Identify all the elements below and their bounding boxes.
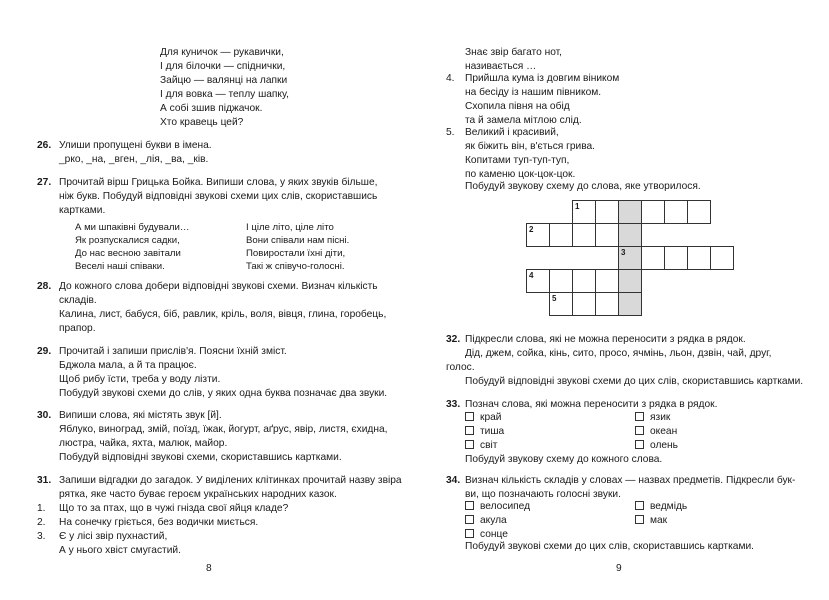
poem-line: І ціле літо, ціле літо bbox=[246, 222, 334, 233]
exercise-text: Прочитай вірш Грицька Бойка. Випиши слова, у яких звуків більше, bbox=[59, 177, 378, 188]
crossword-cell-highlighted[interactable] bbox=[618, 269, 642, 293]
crossword-cell-highlighted[interactable] bbox=[618, 292, 642, 316]
crossword-cell[interactable] bbox=[549, 269, 573, 293]
checkbox-icon[interactable] bbox=[465, 426, 474, 435]
exercise-text: рятка, яке часто буває героєм українських народних казок. bbox=[59, 489, 337, 500]
poem-line: Повиростали їхні діти, bbox=[246, 248, 346, 259]
exercise-text: картками. bbox=[59, 205, 106, 216]
checkbox-option[interactable] bbox=[465, 500, 530, 514]
crossword-cell[interactable] bbox=[595, 223, 619, 247]
page-number: 9 bbox=[616, 563, 622, 574]
checkbox-icon[interactable] bbox=[465, 412, 474, 421]
exercise-number: 31. bbox=[37, 475, 52, 486]
exercise-number: 29. bbox=[37, 346, 52, 357]
riddle-text: Що то за птах, що в чужі гнізда свої яйця кладе? bbox=[59, 503, 289, 514]
exercise-text: Підкресли слова, які не можна переносити з рядка в рядок. bbox=[465, 334, 746, 345]
exercise-text: Прочитай і запиши прислів'я. Поясни їхній зміст. bbox=[59, 346, 287, 357]
crossword-cell[interactable] bbox=[664, 246, 688, 270]
crossword-clue-number: 3 bbox=[621, 248, 626, 257]
checkbox-option[interactable] bbox=[465, 514, 507, 528]
checkbox-icon[interactable] bbox=[635, 412, 644, 421]
crossword-cell[interactable] bbox=[687, 246, 711, 270]
exercise-number: 28. bbox=[37, 281, 52, 292]
checkbox-icon[interactable] bbox=[635, 515, 644, 524]
exercise-number: 26. bbox=[37, 140, 52, 151]
exercise-text: ніж букв. Побудуй відповідні звукові схеми цих слів, скориставшись bbox=[59, 191, 378, 202]
exercise-text: Побудуй звукові схеми до слів, у яких одна буква позначає два звуки. bbox=[59, 388, 388, 399]
checkbox-option[interactable] bbox=[635, 411, 670, 425]
crossword-cell[interactable] bbox=[595, 269, 619, 293]
riddle-text: Є у лісі звір пухнастий, bbox=[59, 531, 168, 542]
riddle-text: як біжить він, в'ється грива. bbox=[465, 141, 596, 152]
riddle-text: по каменю цок-цок-цок. bbox=[465, 169, 576, 180]
option-label: мак bbox=[650, 515, 668, 526]
riddle-text: На сонечку гріється, без водички миється. bbox=[59, 517, 259, 528]
exercise-text: Побудуй звукову схему до кожного слова. bbox=[465, 454, 663, 465]
riddle-text: Великий і красивий, bbox=[465, 127, 559, 138]
poem-line: А собі зшив піджачок. bbox=[160, 103, 263, 114]
crossword-cell[interactable] bbox=[687, 200, 711, 224]
poem-line: Веселі наші співаки. bbox=[75, 261, 165, 272]
exercise-text: До кожного слова добери відповідні звукові схеми. Визнач кількість bbox=[59, 281, 378, 292]
exercise-text: Яблуко, виноград, змій, поїзд, їжак, йогурт, аґрус, явір, листя, єхидна, bbox=[59, 424, 388, 435]
option-label: акула bbox=[480, 515, 507, 526]
poem-line: Хто кравець цей? bbox=[160, 117, 244, 128]
option-label: язик bbox=[650, 412, 671, 423]
crossword-cell[interactable] bbox=[595, 292, 619, 316]
crossword-clue-number: 2 bbox=[529, 225, 534, 234]
crossword-cell[interactable] bbox=[595, 200, 619, 224]
exercise-text: прапор. bbox=[59, 323, 96, 334]
crossword-cell[interactable] bbox=[549, 223, 573, 247]
riddle-text: та й замела мітлою слід. bbox=[465, 115, 582, 126]
riddle-text: називається … bbox=[465, 61, 537, 72]
exercise-text: Побудуй відповідні звукові схеми до цих слів, скориставшись картками. bbox=[465, 376, 804, 387]
option-label: океан bbox=[650, 426, 678, 437]
riddle-text: Копитами туп-туп-туп, bbox=[465, 155, 570, 166]
exercise-text: Запиши відгадки до загадок. У виділених клітинках прочитай назву звіра bbox=[59, 475, 402, 486]
exercise-text: Щоб рибу їсти, треба у воду лізти. bbox=[59, 374, 221, 385]
crossword-cell[interactable] bbox=[710, 246, 734, 270]
crossword-cell[interactable] bbox=[641, 200, 665, 224]
crossword-cell[interactable] bbox=[572, 269, 596, 293]
exercise-text: Випиши слова, які містять звук [й]. bbox=[59, 410, 222, 421]
riddle-text: А у нього хвіст смугастий. bbox=[59, 545, 181, 556]
crossword-cell[interactable] bbox=[664, 200, 688, 224]
poem-line: Як розпускалися садки, bbox=[75, 235, 180, 246]
crossword-cell-highlighted[interactable] bbox=[618, 223, 642, 247]
exercise-number: 27. bbox=[37, 177, 52, 188]
exercise-text: Калина, лист, бабуся, біб, равлик, кріль, воля, вівця, глина, горобець, bbox=[59, 309, 387, 320]
checkbox-icon[interactable] bbox=[465, 440, 474, 449]
exercise-number: 33. bbox=[446, 399, 461, 410]
poem-line: Вони співали нам пісні. bbox=[246, 235, 350, 246]
checkbox-icon[interactable] bbox=[465, 501, 474, 510]
riddle-number: 5. bbox=[446, 127, 455, 138]
checkbox-icon[interactable] bbox=[465, 529, 474, 538]
riddle-number: 3. bbox=[37, 531, 46, 542]
exercise-text: Дід, джем, сойка, кінь, сито, просо, ячмінь, льон, дзвін, чай, друг, bbox=[465, 348, 772, 359]
exercise-text: _рко, _на, _вген, _лія, _ва, _ків. bbox=[59, 154, 209, 165]
exercise-text: Бджола мала, а й та працює. bbox=[59, 360, 197, 371]
poem-line: До нас весною завітали bbox=[75, 248, 181, 259]
checkbox-option[interactable] bbox=[635, 425, 677, 439]
riddle-text: Знає звір багато нот, bbox=[465, 47, 562, 58]
option-label: сонце bbox=[480, 529, 508, 540]
exercise-text: ви, що позначають голосні звуки. bbox=[465, 489, 621, 500]
checkbox-icon[interactable] bbox=[635, 426, 644, 435]
exercise-number: 30. bbox=[37, 410, 52, 421]
option-label: олень bbox=[650, 440, 678, 451]
riddle-number: 2. bbox=[37, 517, 46, 528]
checkbox-option[interactable] bbox=[465, 439, 497, 453]
page-number: 8 bbox=[206, 563, 212, 574]
exercise-text: Познач слова, які можна переносити з рядка в рядок. bbox=[465, 399, 718, 410]
checkbox-option[interactable] bbox=[635, 500, 687, 514]
crossword-cell[interactable] bbox=[572, 223, 596, 247]
riddle-text: на бесіду із нашим півником. bbox=[465, 87, 602, 98]
crossword-cell-highlighted[interactable] bbox=[618, 200, 642, 224]
option-label: велосипед bbox=[480, 501, 531, 512]
exercise-text: люстра, чайка, яхта, малюк, майор. bbox=[59, 438, 228, 449]
option-label: ведмідь bbox=[650, 501, 688, 512]
checkbox-option[interactable] bbox=[465, 411, 501, 425]
exercise-number: 34. bbox=[446, 475, 461, 486]
checkbox-option[interactable] bbox=[635, 514, 667, 528]
exercise-text: Побудуй звукові схеми до цих слів, скориставшись картками. bbox=[465, 541, 754, 552]
poem-line: А ми шпаківні будували… bbox=[75, 222, 190, 233]
exercise-text: Визнач кількість складів у словах — назвах предметів. Підкресли бук- bbox=[465, 475, 796, 486]
checkbox-icon[interactable] bbox=[635, 440, 644, 449]
checkbox-option[interactable] bbox=[465, 425, 504, 439]
poem-line: Для куничок — рукавички, bbox=[160, 47, 284, 58]
exercise-text: Побудуй звукову схему до слова, яке утворилося. bbox=[465, 181, 701, 192]
exercise-text: Побудуй відповідні звукові схеми, скориставшись картками. bbox=[59, 452, 342, 463]
checkbox-icon[interactable] bbox=[635, 501, 644, 510]
exercise-text: складів. bbox=[59, 295, 97, 306]
riddle-text: Прийшла кума із довгим віником bbox=[465, 73, 620, 84]
option-label: світ bbox=[480, 440, 498, 451]
option-label: край bbox=[480, 412, 502, 423]
poem-line: Зайцю — валянці на лапки bbox=[160, 75, 288, 86]
riddle-number: 4. bbox=[446, 73, 455, 84]
crossword-cell[interactable] bbox=[641, 246, 665, 270]
poem-line: І для вовка — теплу шапку, bbox=[160, 89, 289, 100]
crossword-clue-number: 4 bbox=[529, 271, 534, 280]
crossword-clue-number: 1 bbox=[575, 202, 580, 211]
option-label: тиша bbox=[480, 426, 505, 437]
checkbox-icon[interactable] bbox=[465, 515, 474, 524]
poem-line: І для білочки — спіднички, bbox=[160, 61, 286, 72]
poem-line: Такі ж співучо-голосні. bbox=[246, 261, 345, 272]
exercise-text: голос. bbox=[446, 362, 475, 373]
crossword-cell[interactable] bbox=[572, 292, 596, 316]
checkbox-option[interactable] bbox=[635, 439, 678, 453]
exercise-text: Улиши пропущені букви в імена. bbox=[59, 140, 212, 151]
riddle-text: Схопила півня на обід bbox=[465, 101, 570, 112]
riddle-number: 1. bbox=[37, 503, 46, 514]
exercise-number: 32. bbox=[446, 334, 461, 345]
crossword-clue-number: 5 bbox=[552, 294, 557, 303]
